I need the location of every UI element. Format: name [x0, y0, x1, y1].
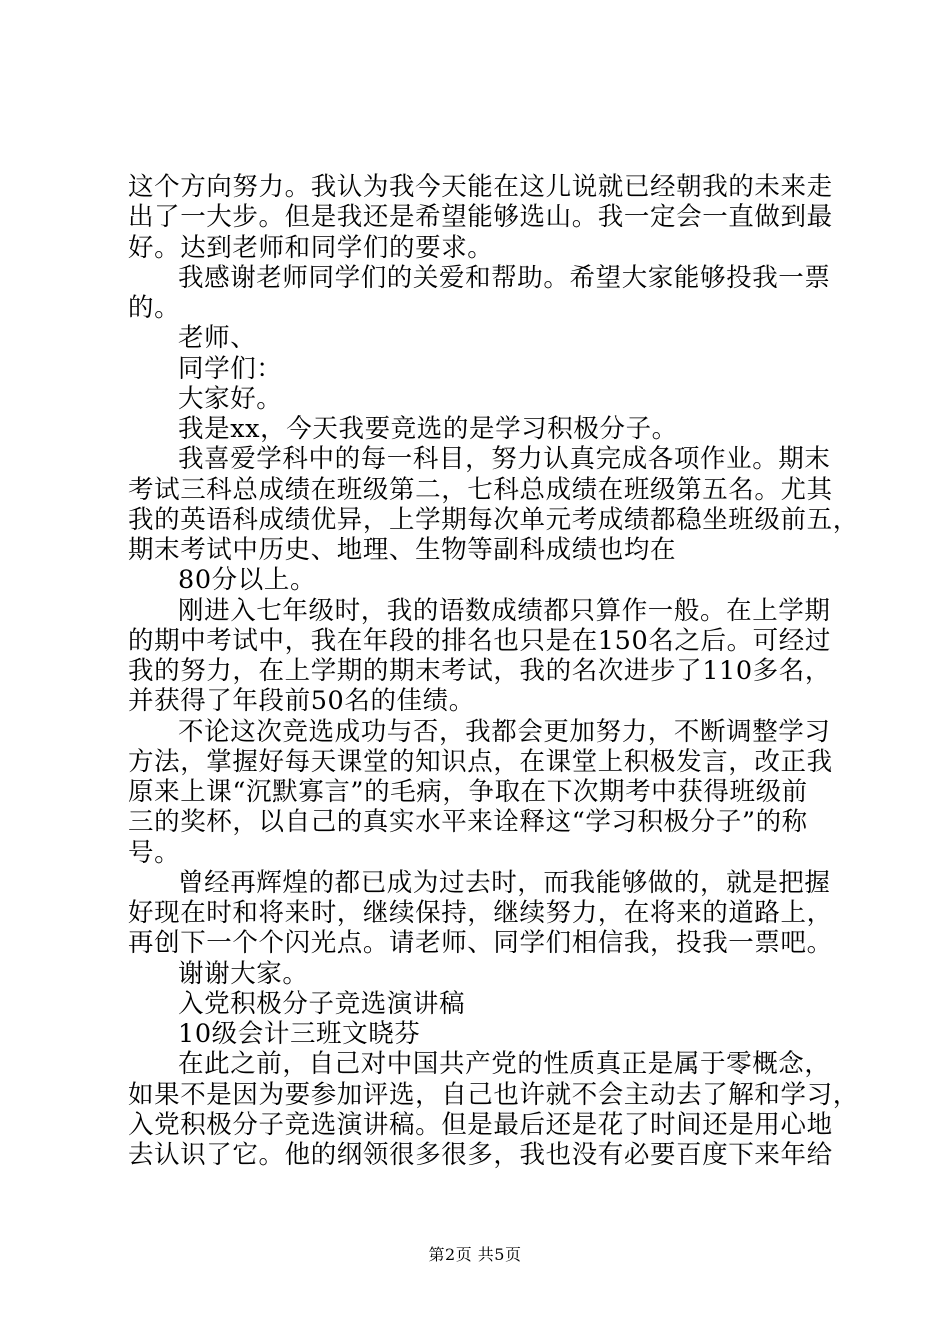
text-line: 的期中考试中，我在年段的排名也只是在150名之后。可经过 [128, 626, 831, 656]
text-line: 同学们： [178, 354, 283, 384]
text-line: 出了一大步。但是我还是希望能够选山。我一定会一直做到最 [128, 202, 833, 232]
text-line: 考试三科总成绩在班级第二，七科总成绩在班级第五名。尤其 [128, 475, 833, 505]
text-line: 刚进入七年级时，我的语数成绩都只算作一般。在上学期 [178, 596, 831, 626]
text-line: 80分以上。 [178, 565, 317, 595]
page-number-footer: 第2页 共5页 [428, 1245, 522, 1264]
text-line: 入党积极分子竞选演讲稿。但是最后还是花了时间还是用心地 [128, 1110, 833, 1140]
text-line: 这个方向努力。我认为我今天能在这儿说就已经朝我的未来走 [128, 172, 833, 202]
text-line: 10级会计三班文晓芬 [178, 1019, 421, 1049]
text-line: 好。达到老师和同学们的要求。 [128, 233, 494, 263]
text-line: 原来上课“沉默寡言”的毛病，争取在下次期考中获得班级前 [128, 777, 808, 807]
text-line: 的。 [128, 293, 181, 323]
text-line: 曾经再辉煌的都已成为过去时，而我能够做的，就是把握 [178, 868, 831, 898]
text-line: 好现在时和将来时，继续保持，继续努力，在将来的道路上， [128, 898, 833, 928]
text-line: 我是xx，今天我要竞选的是学习积极分子。 [178, 414, 678, 444]
text-line: 不论这次竞选成功与否，我都会更加努力，不断调整学习 [178, 717, 831, 747]
text-line: 我的努力，在上学期的期末考试，我的名次进步了110多名， [128, 656, 831, 686]
text-line: 号。 [128, 838, 181, 868]
text-line: 谢谢大家。 [178, 959, 309, 989]
text-line: 再创下一个个闪光点。请老师、同学们相信我，投我一票吧。 [128, 928, 833, 958]
text-line: 大家好。 [178, 384, 283, 414]
text-line: 我感谢老师同学们的关爱和帮助。希望大家能够投我一票 [178, 263, 831, 293]
text-line: 老师、 [178, 323, 257, 353]
text-line: 我喜爱学科中的每一科目，努力认真完成各项作业。期末 [178, 444, 831, 474]
text-line: 入党积极分子竞选演讲稿 [178, 989, 466, 1019]
text-line: 期末考试中历史、地理、生物等副科成绩也均在 [128, 535, 677, 565]
text-line: 如果不是因为要参加评选，自己也许就不会主动去了解和学习， [128, 1080, 859, 1110]
text-line: 我的英语科成绩优异，上学期每次单元考成绩都稳坐班级前五， [128, 505, 859, 535]
text-line: 三的奖杯，以自己的真实水平来诠释这“学习积极分子”的称 [128, 807, 808, 837]
text-line: 在此之前，自己对中国共产党的性质真正是属于零概念， [178, 1049, 831, 1079]
text-line: 去认识了它。他的纲领很多很多，我也没有必要百度下来年给 [128, 1140, 833, 1170]
text-line: 方法，掌握好每天课堂的知识点，在课堂上积极发言，改正我 [128, 747, 833, 777]
text-line: 并获得了年段前50名的佳绩。 [128, 686, 475, 716]
